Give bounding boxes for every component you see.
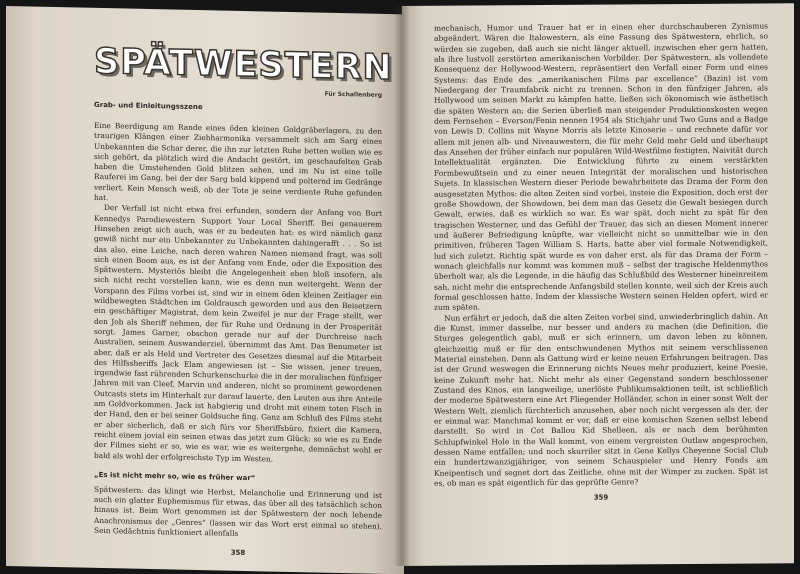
paragraph: Spätwestern: das klingt wie Herbst, Melancholie und Erinnerung und ist auch ein glatter Euphemismus für etwas, das über all des tatsächlich schon hinaus ist. Beim Wort genommen ist der Spätwestern der noch lebende Anachronismus der „Genres“ (lassen wir das Wort erst einmal so stehen). Sein Gedächtnis funktioniert allenfalls	[94, 484, 382, 538]
open-book	[6, 6, 794, 566]
left-page	[6, 6, 404, 574]
page-number-left: 358	[230, 548, 246, 558]
paragraph: Der Verfall ist nicht etwa frei erfunden, sondern der Anfang von Burt Kennedys Parodiewestern Support Your Local Sheriff. Bei genauerem Hinsehen zeigt sich auch, was er zu bedeuten hat: es wird nämlich ganz gewiß nicht nur ein Unbekannter zu Unbekannten dahingerafft . . . So ist das also, eine Leiche, nach deren wahren Namen niemand fragt, was soll sich einen Boom aus, es ist der Anfang vom Ende, oder die Exposition des Spätwestern. Mysteriös bleibt die Angelegenheit eben bloß insofern, als sich nicht recht vorstellen kann, wie es denn nun weitergeht. Wenn der Vorspann des Films vorbei ist, sind wir in einem öden kleinen Zeitlager ein wildbewegten Städtchen im Goldrausch geworden und aus den Beisetzern ein geschäftiger Magistrat, dem kein Zweifel je nur der Frage stellt, wer den Job als Sheriff nehmen, der für Ruhe und Ordnung in der Prosperität sorgt. James Garner, obschon gerade nur auf der Durchreise nach Australien, seinem Auswanderziel, übernimmt das Amt. Das Benumeter ist aber, daß er als Held und Vertreter des Gesetzes diesmal auf die Mitarbeit des Hilfssheriffs Jack Elam angewiesen ist – Sie wissen, jener treuen, irgendwie fast rührenden Schurkenschurke die in der moralischen fünfziger Jahren mit van Cleef, Marvin und anderen, nicht so prominent gewordenen Outcasts stets im Hinterhalt zur darauf lauerte, den Leuten aus ihre Anteile am Goldvorkommen. Jack ist habgierig und droht mit einem toten Fisch in der Hand, den er bei seiner Goldsuche fing. Ganz am Schluß des Films steht er aber sicherlich, daß er sich fürs vor Sheriffsbüro, fixiert die Kamera, reicht einem jovial ein seinen etwas das jetzt zum Glück: so wie es zu Ende der Filmes sieht er so, wie es war, wie es weitergehe, demnächst wohl er bald als wohl der erfolgreichste Typ im Westen.	[94, 203, 382, 464]
section-heading-frueher: „Es ist nicht mehr so, wie es früher war“	[94, 470, 256, 483]
paragraph: mechanisch, Humor und Trauer hat er in einen eher durchschauberen Zynismus abgeändert. Wären die Italowestern, als eine Fassung des Spätwestern, ehrlich, so würden sie zugeben, daß auch sie nicht länger aktuell, inzwischen eher gern hatten, als ihre lustvoll zerstörten amerikanischen Vorbilder. Der Spätwestern, als vollendete Konsequenz der Hollywood-Western, repräsentiert den Verfall einer Form und eines Systems: das Ende des „amerikanischen Films par excellence“ (Bazin) ist vom Niedergang der Traumfabrik nicht zu trennen. Schon in den fünfziger Jahren, als Hollywood um seinen Markt zu kämpfen hatte, ließen sich ökonomisch wie ästhetisch die späten Western an; die Serien überließ man steigender Produktionskosten wegen dem Fernsehen – Everson/Fenin nennen 1954 als Stichjahr und Two Guns and a Badge von Lewis D. Collins mit Wayne Morris als letzte Kinoserie – und rechnete dafür vor allem mit jenen alb- und Niveauwestern, die für mehr Geld mehr Geld und überhaupt das Ansehen der früher einfach nur populären Wild-Westfilme festigten, Naivität durch Intellektualität ergänzten. Die Entwicklung führte zu einem verstärkten Formbewußtsein und zu einer neuen Integrität der moralischen und historischen Sujets. In klassischen Western dieser Periode bewahrheitete das Drama der Form den ausgesetzten Mythos: die alten Zeiten sind vorbei, insteie die Exposition, doch erst der große Showdown, der Showdown, bei dem man das Gesetz die Gewalt besiegen durch Gewalt, erwies, daß es wirklich so war. Es war spät, doch nicht zu spät für den tragischen Westerner, und das Gefühl der Trauer, das sich an diesen Moment innerer und äußerer Befriedigung knüpfte, war vielleicht nicht so unmittelbar wie in den primitiven, früheren Tagen William S. Harts, hatte aber viel formale Notwendigkeit, lud sich zuletzt. Richtig spät wurde es von daher erst, als für das Drama der Form – wonach gleichfalls nur kommt was kommen muß – selbst der tragische Heldenmythos überholt war, als die Legende, in die häufig das Schlußbild des Westerner hineinreitem sah, nicht mehr die entsprechende Anfangsbild stellen konnte, weil sich der Kreis auch formal geschlossen hatte. Indem der klassische Western seinen Helden opfert, wird er zum späten.	[434, 21, 768, 313]
article-title: SPÄTWESTERN	[94, 41, 393, 89]
byline: Für Schallenberg	[324, 90, 382, 99]
section-heading-grab: Grab- und Einleitungsszene	[94, 100, 203, 112]
page-number-right: 359	[593, 494, 609, 503]
right-page	[402, 3, 794, 566]
paragraph: Nun erfährt er jedoch, daß die alten Zeiten vorbei sind, unwiederbringlich dahin. An die Kunst, immer dasselbe, nur besser und anders zu machen (die Definition, die Sturges gelegentlich gab), muß er sich erinnern, um davon leben zu können, gleichzeitig muß er für den entschwundenen Mythos mit seinem verschlissenen Material einstehen. Denn als Gattung wird er keine neuen Erfahrungen beitragen. Das ist der Grund weswegen die Erinnerung nichts Neues mehr produziert, keine Poesie, keine Zukunft mehr hat. Nicht mehr als einer Gegenstand sondern beschlossener Zustand des Kinos, ein langweilige, unerlöste Publikumsaktionen teilt, ist schließlich der moderne Spätwestern eine Art Fliegender Holländer, schon in einer sonst Welt der Western Welt, ziemlich fürchterlich anzusehen, aber noch nicht vergessen als der, der er einmal war. Manchmal kommt er vor, daß er eine komischen Szenen selbst lebend darstellt. So wird in Cot Ballou Kid Shelleen, als er nach dem berühmten Schlupfwinkel Hole in the Wall kommt, von einem vergreisten Outlaw angesprochen, dessen Name entfallen; und noch skurriler sitzt in Gene Kellys Cheyenne Social Club ein hundertzwanzigjähriger, von seinem Schauspieler und Henry Fonds am Kneipentisch und segnet dort das Zeitliche, ohne mit der Wimper zu zucken. Spät ist es, ob man es spät eigentlich für das geprüfte Genre?	[434, 311, 768, 488]
paragraph: Eine Beerdigung am Rande eines öden kleinen Goldgräberlagers, zu den traurigen Klängen einer Ziehharmonika versammelt sich am Sarg eines Unbekannten die Schar derer, die ihn zur letzten Ruhe betten wollen wie es sich gehört, da plötzlich wird die Andacht gestört, im geschaufelten Grab haben die Umstehenden Gold blitzen sehen, und im Nu ist eine tolle Rauferei im Gang, bei der der Sarg bald kippend und polternd im Gedränge verliert. Kein Mensch weiß, ob der Tote je seine verdiente Ruhe gefunden hat.	[94, 120, 382, 203]
